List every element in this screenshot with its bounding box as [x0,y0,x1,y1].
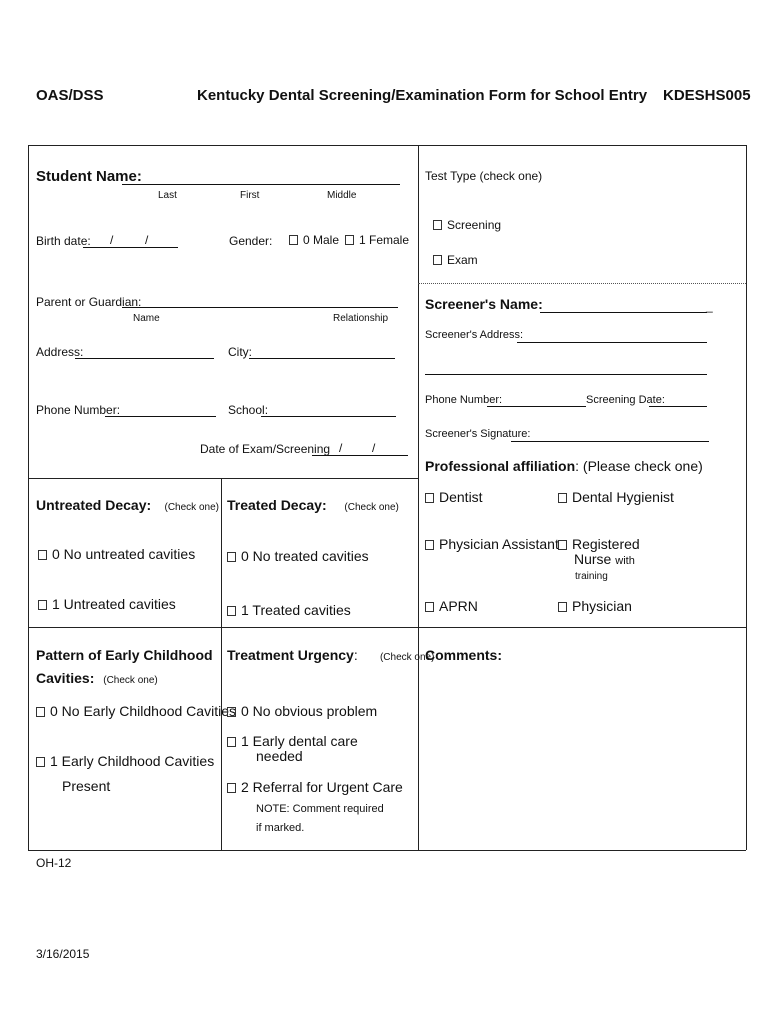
exam-date-slash: / [372,441,376,455]
table-bottom-border [28,850,746,851]
row-divider [28,627,746,628]
student-name-field[interactable] [122,184,400,185]
ecc-1-checkbox[interactable] [36,757,45,767]
untreated-0-option[interactable]: 0 No untreated cavities [38,546,195,562]
screening-checkbox[interactable] [433,220,442,230]
test-type-label: Test Type (check one) [425,169,543,183]
untreated-0-checkbox[interactable] [38,550,47,560]
screener-address-label: Screener's Address: [425,329,524,341]
inner-column-divider [221,478,222,850]
untreated-1-option[interactable]: 1 Untreated cavities [38,596,176,612]
comments-area[interactable] [420,670,740,845]
ecc-0-checkbox[interactable] [36,707,45,717]
urgency-1-option-line2: needed [256,748,303,764]
male-checkbox[interactable] [289,235,298,245]
row-divider-left [28,478,418,479]
school-label: School: [228,403,269,417]
urgency-1-option[interactable]: 1 Early dental care [227,733,358,749]
screener-phone-field[interactable] [487,406,586,407]
city-field[interactable] [249,358,395,359]
aprn-checkbox[interactable] [425,602,434,612]
urgency-note-line2: if marked. [256,822,305,834]
city-label: City: [228,345,252,359]
screening-date-label: Screening Date: [586,394,665,406]
test-type-divider [418,283,746,284]
student-name-label: Student Name: [36,168,142,185]
screener-address-field-line2[interactable] [425,374,707,375]
ecc-1-option-line2: Present [62,778,111,794]
treated-1-checkbox[interactable] [227,606,236,616]
affiliation-heading: Professional affiliation: (Please check one) [425,458,703,474]
first-name-caption: First [240,190,260,201]
birth-date-field[interactable] [83,247,178,248]
exam-date-label: Date of Exam/Screening [200,442,331,456]
untreated-decay-heading: Untreated Decay: (Check one) [36,497,219,513]
rn-training-label: training [575,571,608,582]
treated-0-option[interactable]: 0 No treated cavities [227,548,369,564]
form-id: OH-12 [36,856,72,870]
agency-code: OAS/DSS [36,87,104,104]
screener-phone-label: Phone Number: [425,394,503,406]
urgency-heading: Treatment Urgency: (Check one) [227,647,435,663]
ecc-0-option[interactable]: 0 No Early Childhood Cavities [36,703,236,719]
exam-date-field[interactable] [312,455,408,456]
parent-name-caption: Name [133,313,160,324]
parent-field[interactable] [122,307,398,308]
address-label: Address: [36,345,84,359]
rn-checkbox[interactable] [558,540,567,550]
screener-name-field[interactable] [540,312,707,313]
aprn-option[interactable]: APRN [425,598,478,614]
physician-option[interactable]: Physician [558,598,632,614]
address-field[interactable] [75,358,214,359]
urgency-note: NOTE: Comment required [256,803,384,815]
birth-date-slash: / [145,233,149,247]
ecc-1-option[interactable]: 1 Early Childhood Cavities [36,753,214,769]
comments-label: Comments: [425,647,503,663]
ecc-heading: Pattern of Early Childhood [36,647,213,663]
urgency-1-checkbox[interactable] [227,737,236,747]
urgency-2-checkbox[interactable] [227,783,236,793]
table-left-border [28,145,29,850]
school-field[interactable] [261,416,396,417]
table-top-border [28,145,746,146]
physician-checkbox[interactable] [558,602,567,612]
screener-address-field[interactable] [517,342,707,343]
pa-option[interactable]: Physician Assistant [425,536,559,552]
urgency-0-option[interactable]: 0 No obvious problem [227,703,377,719]
screener-name-tail: _ [706,299,713,313]
screening-date-field[interactable] [649,406,707,407]
signature-field[interactable] [511,441,709,442]
screening-option[interactable]: Screening [433,218,501,232]
treated-decay-heading: Treated Decay: (Check one) [227,497,399,513]
middle-name-caption: Middle [327,190,357,201]
last-name-caption: Last [158,190,177,201]
female-checkbox[interactable] [345,235,354,245]
pa-checkbox[interactable] [425,540,434,550]
gender-label: Gender: [229,234,273,248]
female-option[interactable]: 1 Female [345,233,409,247]
exam-date-slash: / [339,441,343,455]
screener-name-label: Screener's Name: [425,296,543,312]
signature-label: Screener's Signature: [425,428,531,440]
phone-label: Phone Number: [36,403,121,417]
treated-1-option[interactable]: 1 Treated cavities [227,602,351,618]
hygienist-checkbox[interactable] [558,493,567,503]
relationship-caption: Relationship [333,313,389,324]
parent-label: Parent or Guardian: [36,295,142,309]
hygienist-option[interactable]: Dental Hygienist [558,489,674,505]
form-title: Kentucky Dental Screening/Examination Form for School Entry [197,87,648,104]
table-right-border [746,145,747,850]
rn-option[interactable]: Registered [558,536,640,552]
birth-date-label: Birth date: [36,234,91,248]
dentist-checkbox[interactable] [425,493,434,503]
treated-0-checkbox[interactable] [227,552,236,562]
exam-checkbox[interactable] [433,255,442,265]
male-option[interactable]: 0 Male [289,233,339,247]
untreated-1-checkbox[interactable] [38,600,47,610]
revision-date: 3/16/2015 [36,947,90,961]
rn-label-line2: Nurse with [574,551,635,567]
form-code: KDESHS005 [663,87,751,104]
exam-option[interactable]: Exam [433,253,478,267]
column-divider [418,145,419,850]
ecc-heading-line2: Cavities: (Check one) [36,670,158,686]
urgency-0-checkbox[interactable] [227,707,236,717]
dentist-option[interactable]: Dentist [425,489,483,505]
urgency-2-option[interactable]: 2 Referral for Urgent Care [227,779,403,795]
birth-date-slash: / [110,233,114,247]
phone-field[interactable] [105,416,216,417]
